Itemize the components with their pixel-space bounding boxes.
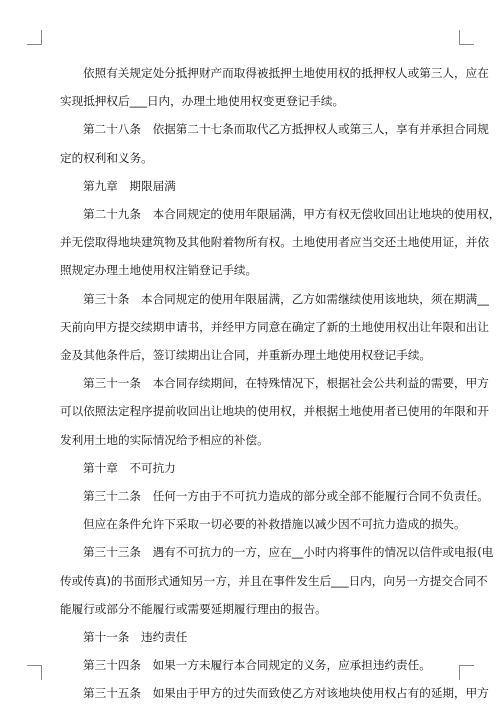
text-line: 可以依照法定程序提前收回出让地块的使用权，并根据土地使用者已使用的年限和开 — [60, 404, 489, 419]
crop-mark-bottom-right — [459, 665, 474, 680]
text-line: 第三十二条 任何一方由于不可抗力造成的部分或全部不能履行合同不负责任。 — [83, 489, 489, 503]
chapter-heading: 第九章 期限届满 — [83, 178, 176, 193]
crop-mark-top-left — [27, 30, 42, 45]
chapter-heading: 第十一条 违约责任 — [83, 630, 188, 644]
text-line: 第二十九条 本合同规定的使用年限届满，甲方有权无偿收回出让地块的使用权， — [83, 207, 500, 221]
text-line: 实现抵押权后___日内，办理土地使用权变更登记手续。 — [60, 94, 345, 109]
crop-mark-bottom-left — [27, 665, 42, 680]
text-line: 传或传真)的书面形式通知另一方，并且在事件发生后___日内，向另一方提交合同不 — [60, 573, 488, 588]
text-line: 依照有关规定处分抵押财产而取得被抵押土地使用权的抵押权人或第三人，应在 — [83, 66, 489, 80]
text-line: 第三十四条 如果一方未履行本合同规定的义务，应承担违约责任。 — [83, 658, 431, 673]
text-line: 第三十条 本合同规定的使用年限届满，乙方如需继续使用该地块，须在期满__ — [83, 291, 489, 306]
crop-mark-top-right — [459, 30, 474, 45]
text-line: 第二十八条 依据第二十七条而取代乙方抵押权人或第三人，享有并承担合同规 — [83, 122, 489, 137]
text-line: 第三十三条 遇有不可抗力的一方，应在__小时内将事件的情况以信件或电报(电 — [83, 545, 494, 560]
text-line: 发利用土地的实际情况给予相应的补偿。 — [60, 432, 269, 447]
text-line: 定的权利和义务。 — [60, 150, 153, 165]
text-line: 并无偿取得地块建筑物及其他附着物所有权。土地使用者应当交还土地使用证，并依 — [60, 235, 489, 250]
text-line: 金及其他条件后，签订续期出让合同，并重新办理土地使用权登记手续。 — [60, 348, 432, 362]
text-line: 第三十五条 如果由于甲方的过失而致使乙方对该地块使用权占有的延期，甲方 — [83, 686, 489, 701]
chapter-heading: 第十章 不可抗力 — [83, 460, 176, 475]
text-line: 能履行或部分不能履行或需要延期履行理由的报告。 — [60, 601, 327, 616]
text-line: 照规定办理土地使用权注销登记手续。 — [60, 263, 258, 278]
text-line: 第三十一条 本合同存续期间，在特殊情况下，根据社会公共利益的需要，甲方 — [83, 376, 489, 391]
text-line: 但应在条件允许下采取一切必要的补救措施以减少因不可抗力造成的损失。 — [83, 517, 466, 532]
text-line: 天前向甲方提交续期申请书，并经甲方同意在确定了新的土地使用权出让年限和出让 — [60, 319, 489, 334]
